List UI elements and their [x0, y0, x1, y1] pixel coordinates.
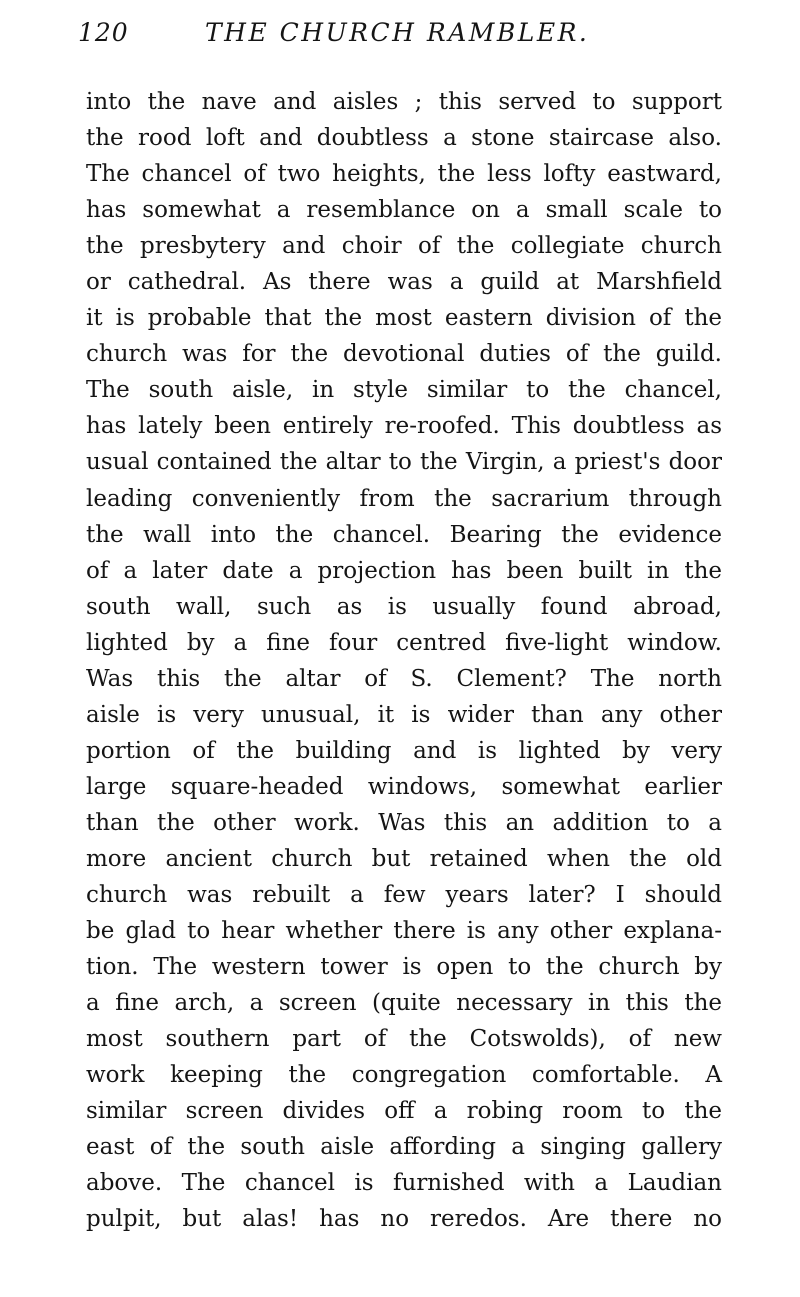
- text-line: lighted by a fine four centred five-light window.: [86, 629, 722, 656]
- text-line: it is probable that the most eastern division of the: [86, 305, 722, 332]
- text-line: more ancient church but retained when the old: [86, 845, 722, 872]
- text-line: tion. The western tower is open to the church by: [86, 954, 722, 981]
- text-line: the wall into the chancel. Bearing the evidence: [86, 521, 722, 548]
- text-line: church was rebuilt a few years later? I should: [86, 882, 722, 909]
- text-line: leading conveniently from the sacrarium through: [86, 485, 722, 512]
- text-line: usual contained the altar to the Virgin, a priest's door: [86, 449, 722, 476]
- page-header: [78, 18, 728, 54]
- text-line: south wall, such as is usually found abroad,: [86, 593, 722, 620]
- text-line: pulpit, but alas! has no reredos. Are there no: [86, 1206, 722, 1233]
- text-line: east of the south aisle affording a singing gallery: [86, 1134, 722, 1161]
- text-line: similar screen divides off a robing room to the: [86, 1098, 722, 1125]
- text-line: church was for the devotional duties of the guild.: [86, 341, 722, 368]
- body-text: [86, 84, 722, 1238]
- text-line: The chancel of two heights, the less lofty eastward,: [86, 161, 722, 188]
- text-line: of a later date a projection has been built in the: [86, 557, 722, 584]
- text-line: or cathedral. As there was a guild at Marshfield: [86, 269, 722, 296]
- page-number: 120: [78, 18, 129, 47]
- text-line: a fine arch, a screen (quite necessary in this the: [86, 990, 722, 1017]
- text-line: most southern part of the Cotswolds), of new: [86, 1026, 722, 1053]
- text-line: work keeping the congregation comfortable. A: [86, 1062, 722, 1089]
- text-line: into the nave and aisles ; this served to support: [86, 89, 722, 115]
- text-line: has lately been entirely re-roofed. This doubtless as: [86, 413, 722, 440]
- text-line: portion of the building and is lighted by very: [86, 737, 722, 764]
- text-line: above. The chancel is furnished with a Laudian: [86, 1170, 722, 1197]
- text-line: the presbytery and choir of the collegiate church: [86, 233, 722, 260]
- text-line: The south aisle, in style similar to the chancel,: [86, 377, 722, 404]
- text-line: large square-headed windows, somewhat earlier: [86, 773, 722, 800]
- text-line: aisle is very unusual, it is wider than any other: [86, 701, 722, 728]
- text-line: be glad to hear whether there is any other explana-: [86, 918, 722, 945]
- text-line: than the other work. Was this an addition to a: [86, 809, 722, 836]
- text-line: Was this the altar of S. Clement? The north: [86, 665, 722, 692]
- text-line: has somewhat a resemblance on a small scale to: [86, 197, 722, 224]
- running-head: THE CHURCH RAMBLER.: [205, 18, 590, 47]
- text-line: the rood loft and doubtless a stone staircase also.: [86, 125, 722, 152]
